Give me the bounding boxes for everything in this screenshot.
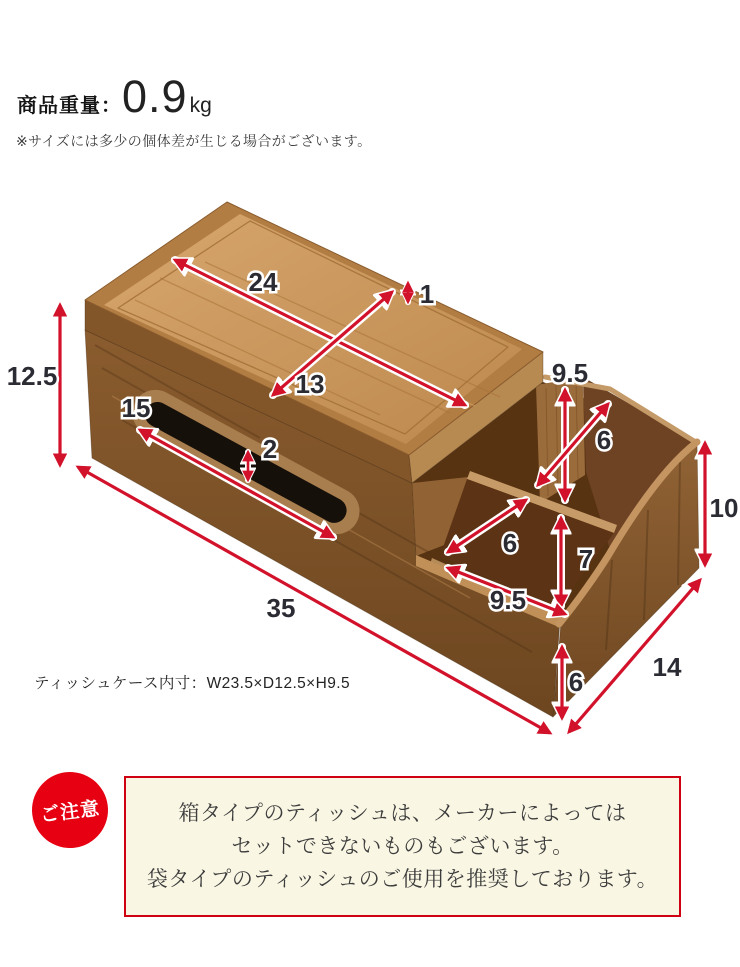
dim-label-slot-height: 2 — [262, 434, 278, 464]
dim-label-front-pocket-depth: 6 — [502, 528, 518, 558]
notice-badge-label: ご注意 — [39, 797, 102, 827]
dim-label-right-back-height: 10 — [709, 493, 739, 523]
dim-label-front-pocket-height: 7 — [578, 544, 594, 574]
dim-label-total-width: 35 — [266, 593, 296, 623]
dim-label-front-pocket-width: 9.5 — [489, 585, 527, 615]
dim-label-total-depth: 14 — [652, 652, 682, 682]
dim-label-lid-lip-height: 1 — [419, 279, 435, 309]
dim-label-lid-top-width: 24 — [248, 267, 278, 297]
notice-line: セットできないものもございます。 — [231, 835, 574, 858]
size-variation-note: ※サイズには多少の個体差が生じる場合がございます。 — [16, 133, 372, 149]
weight-label: 商品重量： — [17, 95, 122, 117]
dim-label-slot-width: 15 — [121, 393, 151, 423]
dim-label-back-pocket-size: 6 — [596, 425, 612, 455]
dim-label-back-pocket-height: 9.5 — [551, 358, 589, 388]
notice-line: 箱タイプのティッシュは、メーカーによっては — [178, 802, 627, 825]
notice-box — [124, 776, 681, 917]
inner-dimensions-note: ティッシュケース内寸：W23.5×D12.5×H9.5 — [34, 675, 350, 692]
notice-line: 袋タイプのティッシュのご使用を推奨しております。 — [146, 868, 659, 891]
weight-value: 0.9 — [122, 71, 188, 122]
weight-unit: kg — [189, 94, 212, 117]
dim-label-front-edge-height: 6 — [568, 667, 584, 697]
dim-label-body-height: 12.5 — [6, 361, 58, 391]
dim-label-lid-top-depth: 13 — [295, 369, 325, 399]
